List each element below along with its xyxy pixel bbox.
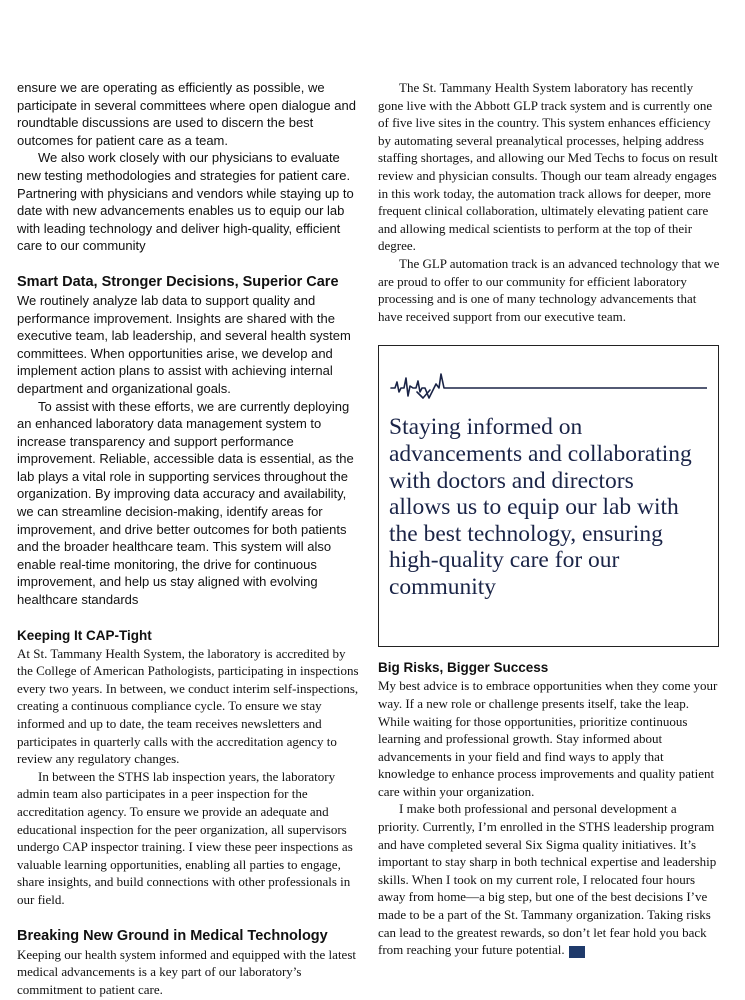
end-mark-logo: LS — [569, 946, 585, 958]
smart-data-paragraph-2: To assist with these efforts, we are currently deploying an enhanced laboratory data management system to increase transparency and support performance improvement. Reliable, accessible data is essential, as the lab plays a vital role in supporting services throughout the organization. By improving data accuracy and availability, we can streamline decision-making, identify areas for improvement, and drive better outcomes for both patients and the broader healthcare team. This system will also enable real-time monitoring, the drive for continuous improvement, and help us stay aligned with evolving healthcare standards — [17, 398, 354, 608]
pull-quote-text: Staying informed on advancements and collaborating with doctors and directors allows us to equip our lab with the best technology, ensuring high-quality care for our community — [389, 414, 692, 600]
left-column — [17, 79, 361, 998]
cap-tight-paragraph-2: In between the STHS lab inspection years, the laboratory admin team also participates in a peer inspection for the accreditation agency. To ensure we provide an adequate and educational inspection for the peer organization, all supervisors undergo CAP inspector training. I view these peer inspections as valuable learning opportunities, enabling all parties to engage, share insights, and build connections with other professionals in our field. — [17, 768, 353, 907]
glp-paragraph-2: The GLP automation track is an advanced technology that we are proud to offer to our community for efficient laboratory processing and is one of many technology advancements that have received support from our executive team. — [378, 255, 720, 324]
pull-quote-box — [378, 345, 719, 647]
big-risks-heading: Big Risks, Bigger Success — [378, 660, 549, 676]
heartbeat-line-icon — [389, 368, 707, 404]
intro-paragraph-2: We also work closely with our physicians to evaluate new testing methodologies and strategies for patient care. Partnering with physicians and vendors while staying up to date with new advancements enables us to equip our lab with leading technology and deliver high-quality, efficient care to our community — [17, 150, 354, 254]
right-column — [378, 79, 720, 959]
big-risks-paragraph-2 — [378, 800, 720, 958]
intro-continued-paragraph: ensure we are operating as efficiently as possible, we participate in several committees where open dialogue and roundtable discussions are used to discern the best outcomes for patient care as a team. — [17, 80, 356, 148]
smart-data-heading: Smart Data, Stronger Decisions, Superior Care — [17, 273, 339, 290]
big-risks-paragraph-1: My best advice is to embrace opportunities when they come your way. If a new role or challenge presents itself, take the leap. While waiting for those opportunities, prioritize continuous learning and professional growth. Stay informed about advancements in your field and find ways to apply that knowledge to enhance process improvements and quality patient care within your organization. — [378, 678, 718, 799]
new-ground-heading: Breaking New Ground in Medical Technology — [17, 927, 328, 944]
glp-paragraph-1: The St. Tammany Health System laboratory has recently gone live with the Abbott GLP track system and is currently one of five live sites in the country. This system enhances efficiency by automating several preanalytical processes, helping address staffing shortages, and allowing our Med Techs to focus on result review and physician consults. Though our team already engages in this work today, the automation track allows for deeper, more frequent clinical collaboration, ultimately elevating patient care and allowing medical scientists to perform at the top of their degree. — [378, 80, 718, 254]
smart-data-paragraph-1: We routinely analyze lab data to support quality and performance improvement. Insights are shared with the executive team, lab leadership, and several health system committees. When opportunities arise, we develop and implement action plans to assist with achieving internal department and organizational goals. — [17, 292, 351, 396]
new-ground-paragraph-1: Keeping our health system informed and equipped with the latest medical advancements is a key part of our laboratory’s commitment to patient care. — [17, 946, 356, 997]
cap-tight-heading: Keeping It CAP-Tight — [17, 627, 152, 643]
big-risks-paragraph-2-text: I make both professional and personal development a priority. Currently, I’m enrolled in the STHS leadership program and have completed several Six Sigma quality initiatives. It’s important to stay sharp in both technical expertise and leadership skills. When I took on my current role, I relocated four hours away from home—a big step, but one of the best decisions I’ve made to be a part of the St. Tammany organization. Taking risks can lead to the greatest rewards, so don’t let fear hold you back from reaching your future potential. — [378, 801, 717, 958]
cap-tight-paragraph-1: At St. Tammany Health System, the laboratory is accredited by the College of American Pathologists, participating in inspections every two years. In between, we conduct interim self-inspections, creating a continuous compliance cycle. To ensure we stay informed and up to date, the team receives newsletters and participates in quarterly calls with the accreditation agency to review any regulatory changes. — [17, 645, 359, 767]
